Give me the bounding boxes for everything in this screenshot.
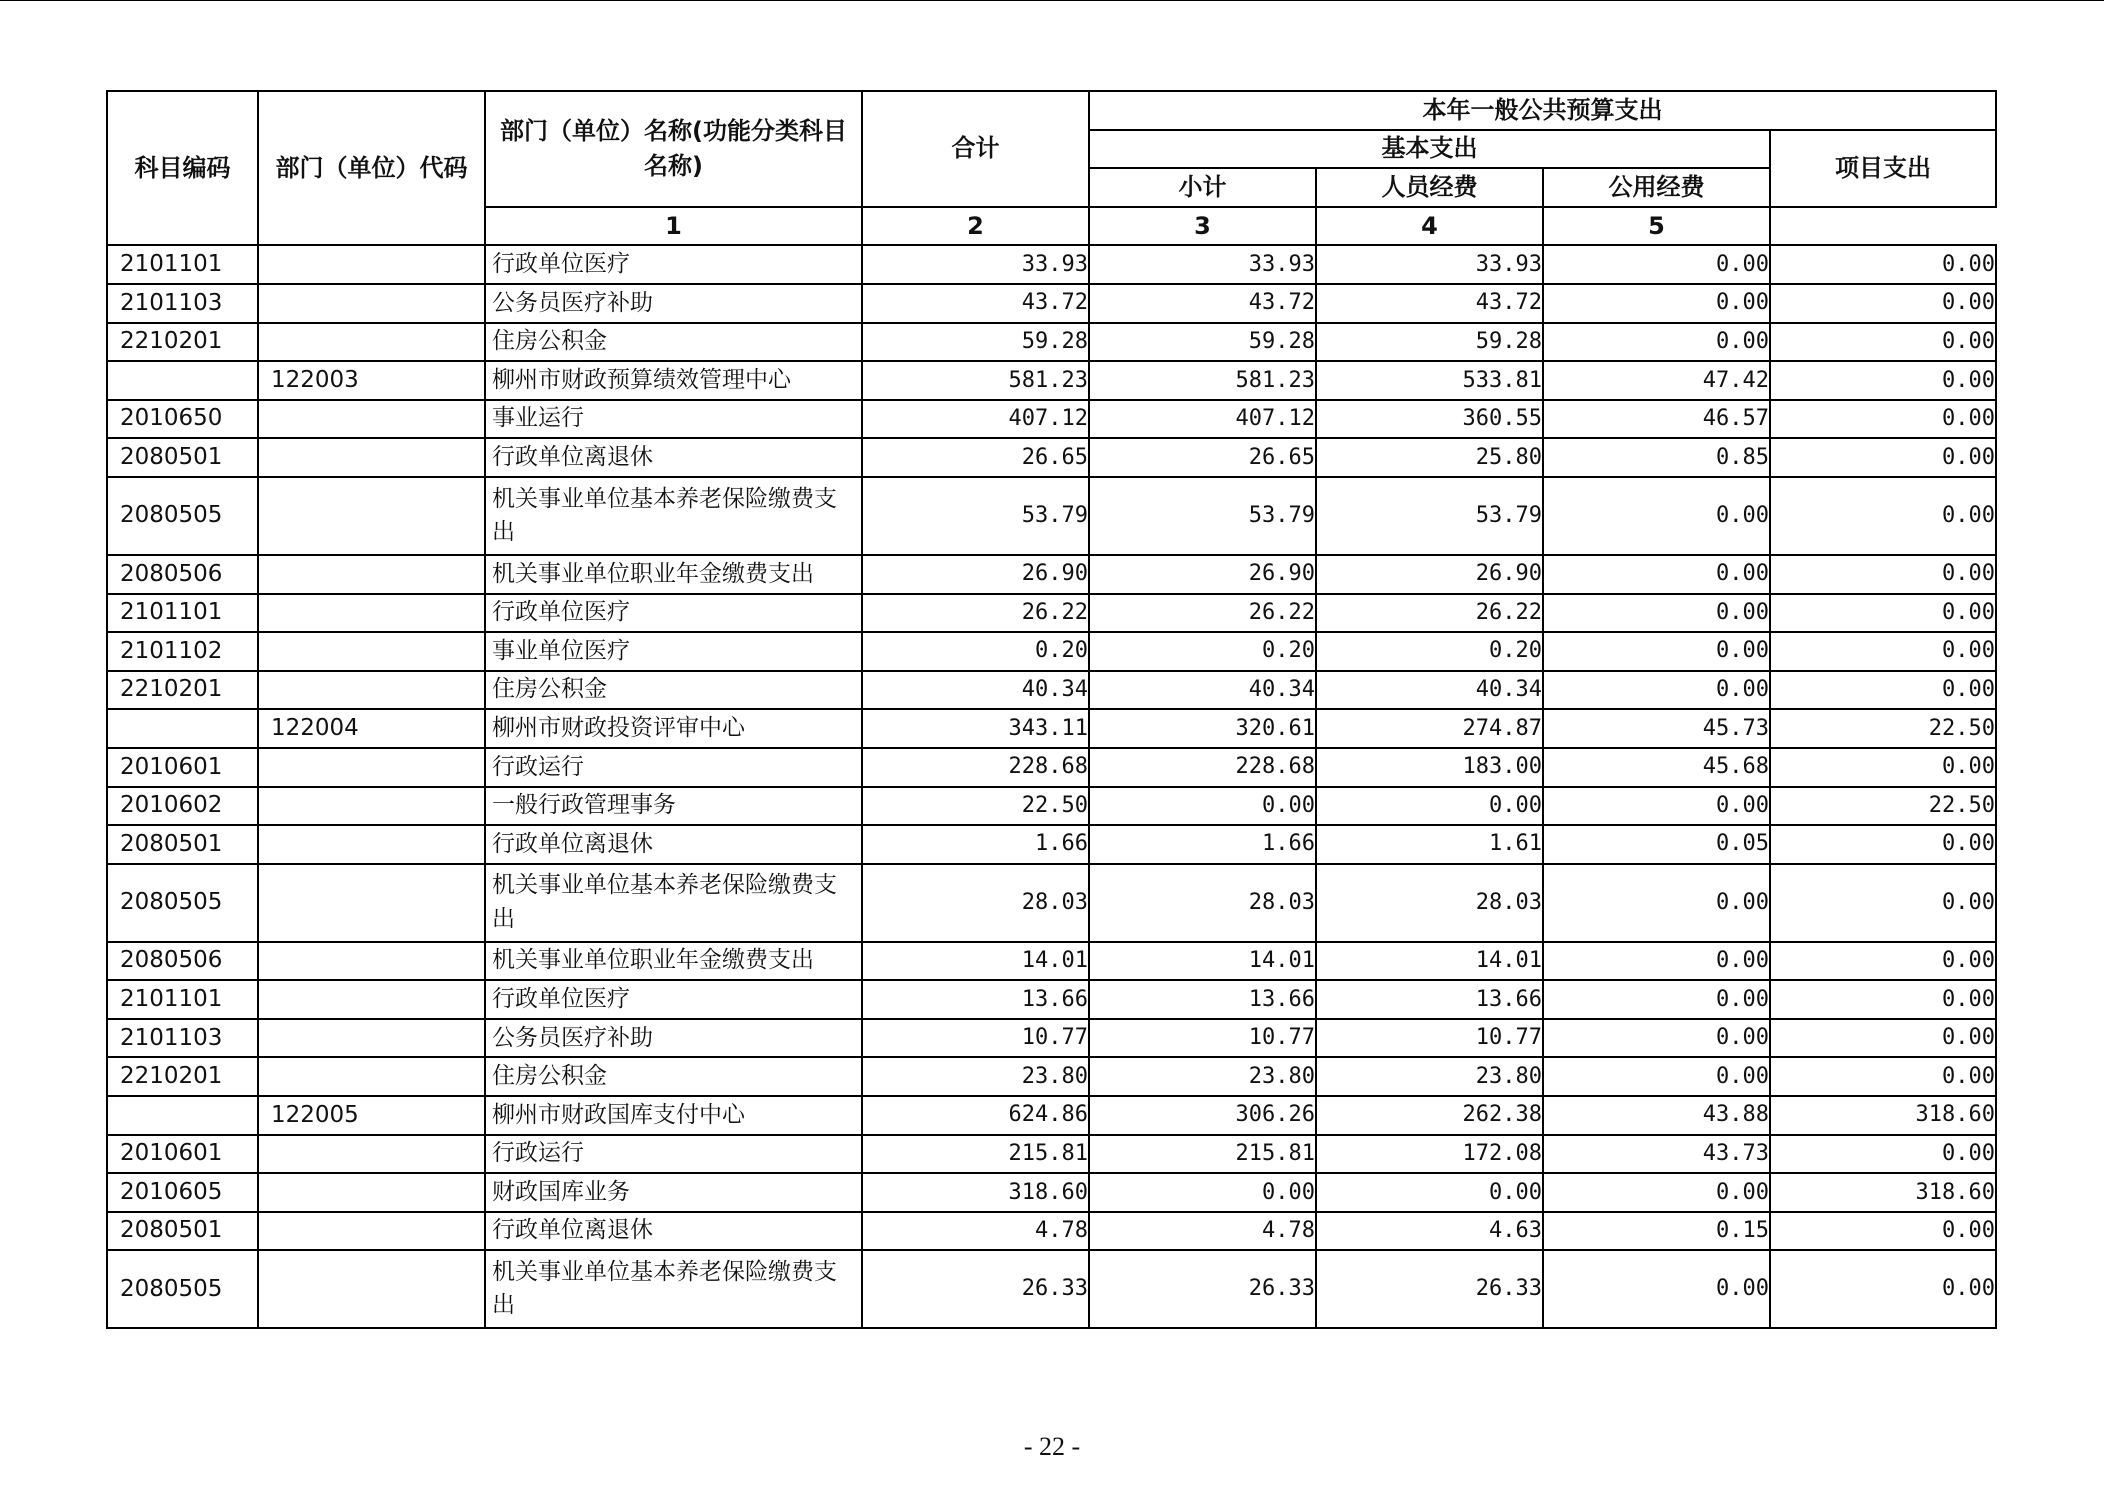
cell-total: 43.72 — [862, 284, 1089, 323]
cell-dept-name: 住房公积金 — [485, 1057, 862, 1096]
cell-public-expense: 0.85 — [1543, 438, 1770, 477]
cell-dept-name: 柳州市财政预算绩效管理中心 — [485, 361, 862, 400]
cell-subject-code: 2080505 — [107, 477, 258, 555]
cell-project-expenditure: 0.00 — [1770, 864, 1996, 942]
cell-personnel-expense: 14.01 — [1316, 942, 1543, 981]
cell-dept-name: 柳州市财政投资评审中心 — [485, 709, 862, 748]
header-index-4: 4 — [1316, 207, 1543, 246]
cell-public-expense: 0.00 — [1543, 284, 1770, 323]
table-row — [107, 864, 1996, 942]
cell-project-expenditure: 0.00 — [1770, 632, 1996, 671]
cell-dept-code — [258, 825, 485, 864]
cell-total: 59.28 — [862, 323, 1089, 362]
cell-dept-name: 行政运行 — [485, 748, 862, 787]
cell-subtotal: 10.77 — [1089, 1019, 1316, 1058]
cell-total: 26.22 — [862, 594, 1089, 633]
cell-dept-code — [258, 1135, 485, 1174]
cell-subtotal: 4.78 — [1089, 1212, 1316, 1251]
table-row — [107, 787, 1996, 826]
cell-project-expenditure: 0.00 — [1770, 438, 1996, 477]
header-index-1: 1 — [485, 207, 862, 246]
header-project-expenditure: 项目支出 — [1770, 130, 1996, 207]
cell-subject-code: 2080506 — [107, 555, 258, 594]
cell-personnel-expense: 10.77 — [1316, 1019, 1543, 1058]
cell-public-expense: 0.00 — [1543, 555, 1770, 594]
cell-total: 10.77 — [862, 1019, 1089, 1058]
cell-subject-code: 2101101 — [107, 594, 258, 633]
cell-subject-code: 2210201 — [107, 1057, 258, 1096]
cell-public-expense: 43.88 — [1543, 1096, 1770, 1135]
cell-dept-name: 行政单位医疗 — [485, 245, 862, 284]
cell-subtotal: 14.01 — [1089, 942, 1316, 981]
cell-total: 581.23 — [862, 361, 1089, 400]
cell-subtotal: 26.90 — [1089, 555, 1316, 594]
cell-subtotal: 320.61 — [1089, 709, 1316, 748]
cell-dept-code — [258, 748, 485, 787]
cell-project-expenditure: 0.00 — [1770, 942, 1996, 981]
cell-public-expense: 47.42 — [1543, 361, 1770, 400]
cell-dept-name: 机关事业单位职业年金缴费支出 — [485, 555, 862, 594]
cell-personnel-expense: 53.79 — [1316, 477, 1543, 555]
cell-project-expenditure: 318.60 — [1770, 1096, 1996, 1135]
cell-total: 33.93 — [862, 245, 1089, 284]
cell-dept-code — [258, 632, 485, 671]
cell-personnel-expense: 183.00 — [1316, 748, 1543, 787]
cell-personnel-expense: 533.81 — [1316, 361, 1543, 400]
cell-subtotal: 40.34 — [1089, 671, 1316, 710]
cell-subject-code: 2210201 — [107, 323, 258, 362]
cell-personnel-expense: 0.20 — [1316, 632, 1543, 671]
cell-total: 228.68 — [862, 748, 1089, 787]
cell-dept-name: 行政运行 — [485, 1135, 862, 1174]
cell-dept-name: 行政单位医疗 — [485, 594, 862, 633]
table-row — [107, 594, 1996, 633]
cell-public-expense: 0.00 — [1543, 787, 1770, 826]
cell-public-expense: 0.00 — [1543, 980, 1770, 1019]
cell-total: 1.66 — [862, 825, 1089, 864]
table-row — [107, 748, 1996, 787]
cell-subtotal: 1.66 — [1089, 825, 1316, 864]
header-personnel-expense: 人员经费 — [1316, 168, 1543, 207]
table-row — [107, 1096, 1996, 1135]
cell-total: 215.81 — [862, 1135, 1089, 1174]
cell-subtotal: 306.26 — [1089, 1096, 1316, 1135]
cell-personnel-expense: 26.33 — [1316, 1250, 1543, 1328]
table-row — [107, 284, 1996, 323]
cell-personnel-expense: 40.34 — [1316, 671, 1543, 710]
cell-dept-code — [258, 1173, 485, 1212]
cell-dept-code — [258, 477, 485, 555]
cell-dept-code — [258, 1250, 485, 1328]
cell-public-expense: 0.00 — [1543, 864, 1770, 942]
cell-total: 318.60 — [862, 1173, 1089, 1212]
cell-subject-code: 2080505 — [107, 864, 258, 942]
budget-expenditure-table — [106, 90, 1997, 1329]
cell-public-expense: 0.00 — [1543, 594, 1770, 633]
header-dept-name: 部门（单位）名称(功能分类科目名称) — [485, 91, 862, 207]
header-subject-code: 科目编码 — [107, 91, 258, 245]
cell-total: 22.50 — [862, 787, 1089, 826]
cell-dept-code — [258, 980, 485, 1019]
cell-public-expense: 0.00 — [1543, 632, 1770, 671]
cell-project-expenditure: 0.00 — [1770, 1212, 1996, 1251]
cell-project-expenditure: 0.00 — [1770, 1057, 1996, 1096]
cell-project-expenditure: 0.00 — [1770, 361, 1996, 400]
cell-dept-name: 一般行政管理事务 — [485, 787, 862, 826]
cell-total: 624.86 — [862, 1096, 1089, 1135]
cell-dept-code: 122004 — [258, 709, 485, 748]
cell-total: 23.80 — [862, 1057, 1089, 1096]
header-basic-expenditure: 基本支出 — [1089, 130, 1770, 169]
cell-project-expenditure: 0.00 — [1770, 323, 1996, 362]
cell-subtotal: 43.72 — [1089, 284, 1316, 323]
cell-personnel-expense: 13.66 — [1316, 980, 1543, 1019]
cell-project-expenditure: 22.50 — [1770, 709, 1996, 748]
cell-subtotal: 13.66 — [1089, 980, 1316, 1019]
table-row — [107, 477, 1996, 555]
cell-subject-code: 2210201 — [107, 671, 258, 710]
cell-dept-code: 122005 — [258, 1096, 485, 1135]
cell-subject-code: 2010602 — [107, 787, 258, 826]
cell-project-expenditure: 0.00 — [1770, 825, 1996, 864]
table-row — [107, 555, 1996, 594]
cell-total: 53.79 — [862, 477, 1089, 555]
cell-dept-code — [258, 594, 485, 633]
cell-dept-code — [258, 864, 485, 942]
cell-personnel-expense: 23.80 — [1316, 1057, 1543, 1096]
cell-subtotal: 23.80 — [1089, 1057, 1316, 1096]
cell-dept-name: 事业运行 — [485, 400, 862, 439]
cell-dept-code — [258, 1019, 485, 1058]
cell-dept-code — [258, 245, 485, 284]
cell-subject-code — [107, 361, 258, 400]
header-index-2: 2 — [862, 207, 1089, 246]
cell-dept-name: 机关事业单位基本养老保险缴费支出 — [485, 1250, 862, 1328]
cell-subject-code: 2010601 — [107, 1135, 258, 1174]
cell-subtotal: 0.20 — [1089, 632, 1316, 671]
cell-project-expenditure: 0.00 — [1770, 980, 1996, 1019]
cell-subtotal: 0.00 — [1089, 787, 1316, 826]
header-total: 合计 — [862, 91, 1089, 207]
cell-dept-name: 柳州市财政国库支付中心 — [485, 1096, 862, 1135]
cell-public-expense: 0.05 — [1543, 825, 1770, 864]
cell-personnel-expense: 262.38 — [1316, 1096, 1543, 1135]
cell-subtotal: 228.68 — [1089, 748, 1316, 787]
cell-dept-name: 行政单位离退休 — [485, 438, 862, 477]
header-general-budget-expenditure: 本年一般公共预算支出 — [1089, 91, 1996, 130]
cell-personnel-expense: 4.63 — [1316, 1212, 1543, 1251]
page-number: - 22 - — [1023, 1432, 1081, 1461]
table-row — [107, 709, 1996, 748]
cell-total: 40.34 — [862, 671, 1089, 710]
cell-subtotal: 26.65 — [1089, 438, 1316, 477]
cell-public-expense: 45.73 — [1543, 709, 1770, 748]
cell-dept-code — [258, 671, 485, 710]
table-row — [107, 1057, 1996, 1096]
cell-subtotal: 0.00 — [1089, 1173, 1316, 1212]
cell-public-expense: 0.15 — [1543, 1212, 1770, 1251]
cell-public-expense: 0.00 — [1543, 1019, 1770, 1058]
cell-project-expenditure: 0.00 — [1770, 400, 1996, 439]
cell-dept-code — [258, 284, 485, 323]
cell-total: 407.12 — [862, 400, 1089, 439]
table-row — [107, 1135, 1996, 1174]
cell-subject-code: 2080501 — [107, 1212, 258, 1251]
cell-dept-code — [258, 787, 485, 826]
table-row — [107, 942, 1996, 981]
cell-subtotal: 215.81 — [1089, 1135, 1316, 1174]
cell-personnel-expense: 1.61 — [1316, 825, 1543, 864]
cell-personnel-expense: 26.22 — [1316, 594, 1543, 633]
cell-dept-name: 机关事业单位职业年金缴费支出 — [485, 942, 862, 981]
cell-project-expenditure: 0.00 — [1770, 477, 1996, 555]
cell-total: 28.03 — [862, 864, 1089, 942]
header-subtotal: 小计 — [1089, 168, 1316, 207]
cell-subtotal: 407.12 — [1089, 400, 1316, 439]
table-row — [107, 980, 1996, 1019]
cell-personnel-expense: 28.03 — [1316, 864, 1543, 942]
cell-dept-code — [258, 1057, 485, 1096]
cell-public-expense: 0.00 — [1543, 671, 1770, 710]
cell-public-expense: 0.00 — [1543, 942, 1770, 981]
cell-dept-name: 住房公积金 — [485, 323, 862, 362]
cell-dept-name: 公务员医疗补助 — [485, 1019, 862, 1058]
cell-subtotal: 33.93 — [1089, 245, 1316, 284]
table-row — [107, 438, 1996, 477]
cell-personnel-expense: 59.28 — [1316, 323, 1543, 362]
table-row — [107, 361, 1996, 400]
cell-subject-code: 2101103 — [107, 1019, 258, 1058]
cell-subtotal: 53.79 — [1089, 477, 1316, 555]
cell-personnel-expense: 172.08 — [1316, 1135, 1543, 1174]
cell-subject-code — [107, 709, 258, 748]
cell-subtotal: 28.03 — [1089, 864, 1316, 942]
top-border-line — [0, 0, 2104, 1]
cell-public-expense: 0.00 — [1543, 323, 1770, 362]
cell-subtotal: 26.22 — [1089, 594, 1316, 633]
cell-personnel-expense: 0.00 — [1316, 787, 1543, 826]
cell-subject-code: 2010601 — [107, 748, 258, 787]
cell-personnel-expense: 360.55 — [1316, 400, 1543, 439]
cell-public-expense: 46.57 — [1543, 400, 1770, 439]
cell-subject-code: 2101103 — [107, 284, 258, 323]
cell-project-expenditure: 0.00 — [1770, 1135, 1996, 1174]
table-row — [107, 1212, 1996, 1251]
table-row — [107, 1173, 1996, 1212]
cell-dept-name: 公务员医疗补助 — [485, 284, 862, 323]
cell-project-expenditure: 0.00 — [1770, 594, 1996, 633]
cell-public-expense: 0.00 — [1543, 245, 1770, 284]
cell-total: 26.33 — [862, 1250, 1089, 1328]
table-row — [107, 245, 1996, 284]
cell-total: 13.66 — [862, 980, 1089, 1019]
header-index-3: 3 — [1089, 207, 1316, 246]
table-row — [107, 671, 1996, 710]
cell-subtotal: 26.33 — [1089, 1250, 1316, 1328]
cell-subject-code: 2080505 — [107, 1250, 258, 1328]
table-row — [107, 400, 1996, 439]
cell-dept-name: 事业单位医疗 — [485, 632, 862, 671]
cell-subject-code: 2010605 — [107, 1173, 258, 1212]
cell-project-expenditure: 0.00 — [1770, 671, 1996, 710]
cell-subject-code: 2101101 — [107, 245, 258, 284]
cell-project-expenditure: 0.00 — [1770, 555, 1996, 594]
cell-public-expense: 0.00 — [1543, 1057, 1770, 1096]
cell-personnel-expense: 274.87 — [1316, 709, 1543, 748]
cell-project-expenditure: 0.00 — [1770, 1019, 1996, 1058]
cell-total: 4.78 — [862, 1212, 1089, 1251]
cell-dept-code — [258, 1212, 485, 1251]
cell-dept-name: 住房公积金 — [485, 671, 862, 710]
table-row — [107, 1250, 1996, 1328]
cell-personnel-expense: 43.72 — [1316, 284, 1543, 323]
cell-dept-name: 财政国库业务 — [485, 1173, 862, 1212]
cell-subject-code: 2010650 — [107, 400, 258, 439]
cell-total: 14.01 — [862, 942, 1089, 981]
cell-personnel-expense: 0.00 — [1316, 1173, 1543, 1212]
cell-subtotal: 59.28 — [1089, 323, 1316, 362]
cell-dept-code — [258, 438, 485, 477]
cell-dept-code — [258, 942, 485, 981]
table-row — [107, 825, 1996, 864]
cell-total: 0.20 — [862, 632, 1089, 671]
cell-project-expenditure: 318.60 — [1770, 1173, 1996, 1212]
cell-subject-code — [107, 1096, 258, 1135]
cell-dept-code — [258, 323, 485, 362]
cell-subject-code: 2080501 — [107, 438, 258, 477]
header-dept-code: 部门（单位）代码 — [258, 91, 485, 245]
cell-public-expense: 45.68 — [1543, 748, 1770, 787]
header-public-expense: 公用经费 — [1543, 168, 1770, 207]
table-body — [107, 245, 1996, 1328]
table-header — [107, 91, 1996, 245]
cell-dept-code — [258, 555, 485, 594]
cell-total: 26.90 — [862, 555, 1089, 594]
cell-subject-code: 2101102 — [107, 632, 258, 671]
cell-total: 343.11 — [862, 709, 1089, 748]
cell-dept-code: 122003 — [258, 361, 485, 400]
table-row — [107, 632, 1996, 671]
cell-personnel-expense: 26.90 — [1316, 555, 1543, 594]
cell-project-expenditure: 0.00 — [1770, 1250, 1996, 1328]
cell-public-expense: 43.73 — [1543, 1135, 1770, 1174]
cell-public-expense: 0.00 — [1543, 477, 1770, 555]
cell-dept-name: 行政单位离退休 — [485, 1212, 862, 1251]
cell-subtotal: 581.23 — [1089, 361, 1316, 400]
cell-subject-code: 2101101 — [107, 980, 258, 1019]
cell-dept-name: 机关事业单位基本养老保险缴费支出 — [485, 864, 862, 942]
cell-subject-code: 2080506 — [107, 942, 258, 981]
header-index-5: 5 — [1543, 207, 1770, 246]
cell-project-expenditure: 0.00 — [1770, 748, 1996, 787]
cell-dept-name: 机关事业单位基本养老保险缴费支出 — [485, 477, 862, 555]
cell-dept-name: 行政单位离退休 — [485, 825, 862, 864]
table-row — [107, 1019, 1996, 1058]
cell-dept-code — [258, 400, 485, 439]
cell-public-expense: 0.00 — [1543, 1173, 1770, 1212]
cell-total: 26.65 — [862, 438, 1089, 477]
cell-dept-name: 行政单位医疗 — [485, 980, 862, 1019]
cell-personnel-expense: 33.93 — [1316, 245, 1543, 284]
cell-project-expenditure: 0.00 — [1770, 284, 1996, 323]
cell-project-expenditure: 22.50 — [1770, 787, 1996, 826]
table-row — [107, 323, 1996, 362]
cell-public-expense: 0.00 — [1543, 1250, 1770, 1328]
cell-subject-code: 2080501 — [107, 825, 258, 864]
cell-personnel-expense: 25.80 — [1316, 438, 1543, 477]
cell-project-expenditure: 0.00 — [1770, 245, 1996, 284]
